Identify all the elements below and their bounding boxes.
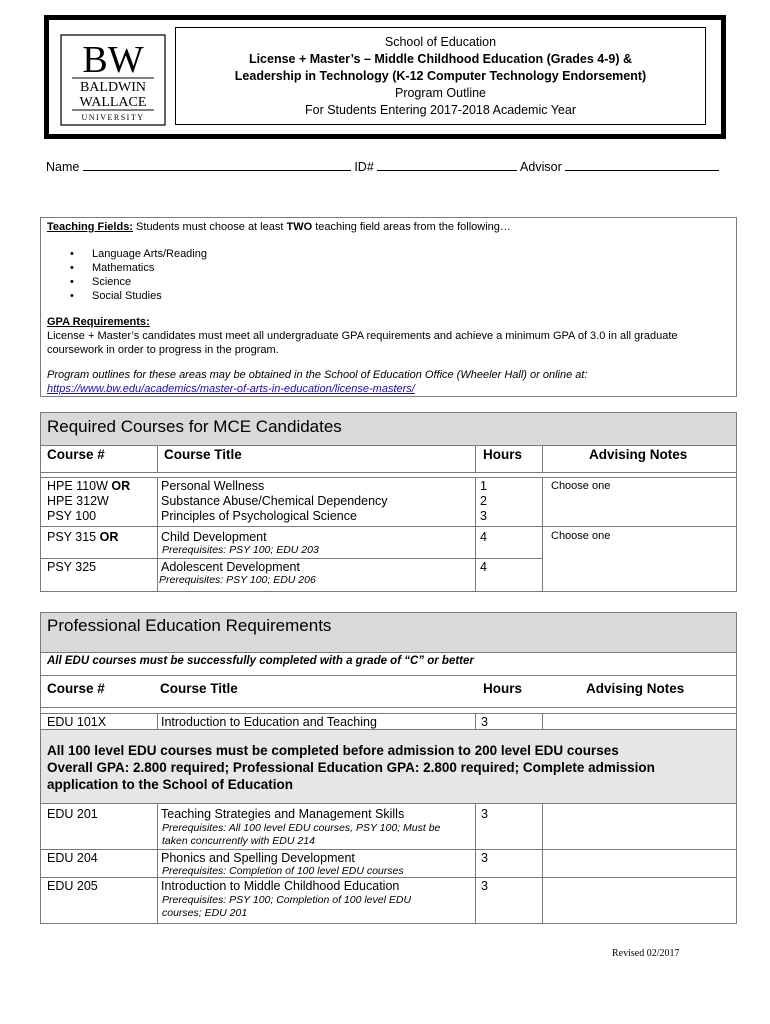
teaching-fields-label: Teaching Fields: [47,221,133,233]
col-course: Course # [47,681,105,696]
teaching-text-b: TWO [286,221,313,233]
col-course: Course # [47,447,105,462]
banner-line-2: Overall GPA: 2.800 required; Professional Education GPA: 2.800 required; Complete admission [47,760,655,775]
course-number: HPE 312W [47,494,109,508]
university-logo [60,34,166,126]
name-field[interactable] [83,158,351,171]
table-row [47,479,130,494]
program-outline: Program Outline [394,86,486,100]
program-line-2: Leadership in Technology (K-12 Computer Technology Endorsement) [234,69,647,83]
course-hours: 3 [480,509,487,523]
or-label: OR [99,530,119,544]
revision-date: Revised 02/2017 [612,948,680,959]
course-title: Introduction to Education and Teaching [161,715,377,729]
list-item: • Social Studies [92,290,162,302]
advising-note: Choose one [551,480,611,492]
col-notes: Advising Notes [589,447,688,462]
course-hours: 3 [481,851,488,865]
gpa-line-1: License + Master’s candidates must meet all undergraduate GPA requirements and achieve a minimum GPA of 3.0 in all graduate [47,330,678,342]
mce-table [40,412,737,592]
course-title: Substance Abuse/Chemical Dependency [161,494,388,508]
teaching-fields-line [47,221,511,233]
program-line-1: License + Master’s – Middle Childhood Education (Grades 4-9) & [248,52,633,66]
prerequisites: Prerequisites: PSY 100; EDU 206 [159,574,316,586]
ped-title: Professional Education Requirements [47,616,332,635]
course-title: Principles of Psychological Science [161,509,357,523]
id-field[interactable] [377,158,517,171]
teaching-text-c: teaching field areas from the following… [315,221,511,233]
col-title: Course Title [160,681,238,696]
course-hours: 4 [480,530,487,544]
advisor-label: Advisor [520,160,562,174]
logo-line3: UNIVERSITY [81,113,145,122]
program-link[interactable]: https://www.bw.edu/academics/master-of-arts-in-education/license-masters/ [47,383,415,395]
table-row [47,530,118,545]
id-label: ID# [354,160,374,174]
banner-line-3: application to the School of Education [47,777,293,792]
entering-year: For Students Entering 2017-2018 Academic Year [304,103,576,117]
prerequisites: Prerequisites: PSY 100; EDU 203 [162,544,319,556]
banner-line-1: All 100 level EDU courses must be completed before admission to 200 level EDU courses [47,743,619,758]
or-label: OR [111,479,131,493]
course-title: Introduction to Middle Childhood Education [161,879,400,893]
prerequisites: courses; EDU 201 [162,907,248,919]
col-title: Course Title [164,447,242,462]
prerequisites: Prerequisites: All 100 level EDU courses, PSY 100; Must be [162,822,441,834]
course-number: PSY 315 [47,530,97,544]
col-hours: Hours [483,681,523,696]
course-number: EDU 201 [47,807,98,821]
logo-line2: WALLACE [79,95,147,110]
professional-education-table [40,612,737,924]
course-number: EDU 204 [47,851,98,865]
mce-title: Required Courses for MCE Candidates [47,417,342,436]
course-hours: 1 [480,479,487,493]
logo-mark: BW [82,39,144,81]
advising-note: Choose one [551,530,611,542]
course-hours: 3 [481,879,488,893]
course-hours: 3 [481,715,488,729]
prerequisites: taken concurrently with EDU 214 [162,835,315,847]
info-box [40,217,737,397]
course-title: Adolescent Development [161,560,300,574]
admission-banner [41,729,736,804]
col-notes: Advising Notes [586,681,685,696]
list-item: • Mathematics [92,262,154,274]
gpa-label: GPA Requirements: [47,316,150,328]
course-number: EDU 205 [47,879,98,893]
advisor-field[interactable] [565,158,719,171]
mce-title-band [41,413,736,446]
school-name: School of Education [384,35,497,49]
name-label: Name [46,160,80,174]
outline-note: Program outlines for these areas may be obtained in the School of Education Office (Wheeler Hall) or online at: [47,369,588,381]
course-title: Personal Wellness [161,479,265,493]
course-hours: 3 [481,807,488,821]
list-item: • Science [92,276,131,288]
course-number: PSY 100 [47,509,97,523]
grade-notice: All EDU courses must be successfully completed with a grade of “C” or better [47,655,474,667]
logo-line1: BALDWIN [79,80,147,95]
col-hours: Hours [483,447,523,462]
prerequisites: Prerequisites: PSY 100; Completion of 100 level EDU [162,894,412,906]
course-title: Teaching Strategies and Management Skills [161,807,405,821]
course-hours: 4 [480,560,487,574]
course-hours: 2 [480,494,487,508]
teaching-text-a: Students must choose at least [136,221,284,233]
ped-title-band [41,613,736,653]
course-title: Phonics and Spelling Development [161,851,355,865]
course-number: EDU 101X [47,715,107,729]
prerequisites: Prerequisites: Completion of 100 level EDU courses [162,865,404,877]
course-title: Child Development [161,530,267,544]
course-number: HPE 110W [47,479,108,493]
course-number: PSY 325 [47,560,97,574]
list-item: • Language Arts/Reading [92,248,207,260]
student-info-line [46,158,719,174]
title-box [175,27,706,125]
gpa-line-2: coursework in order to progress in the program. [47,344,279,356]
